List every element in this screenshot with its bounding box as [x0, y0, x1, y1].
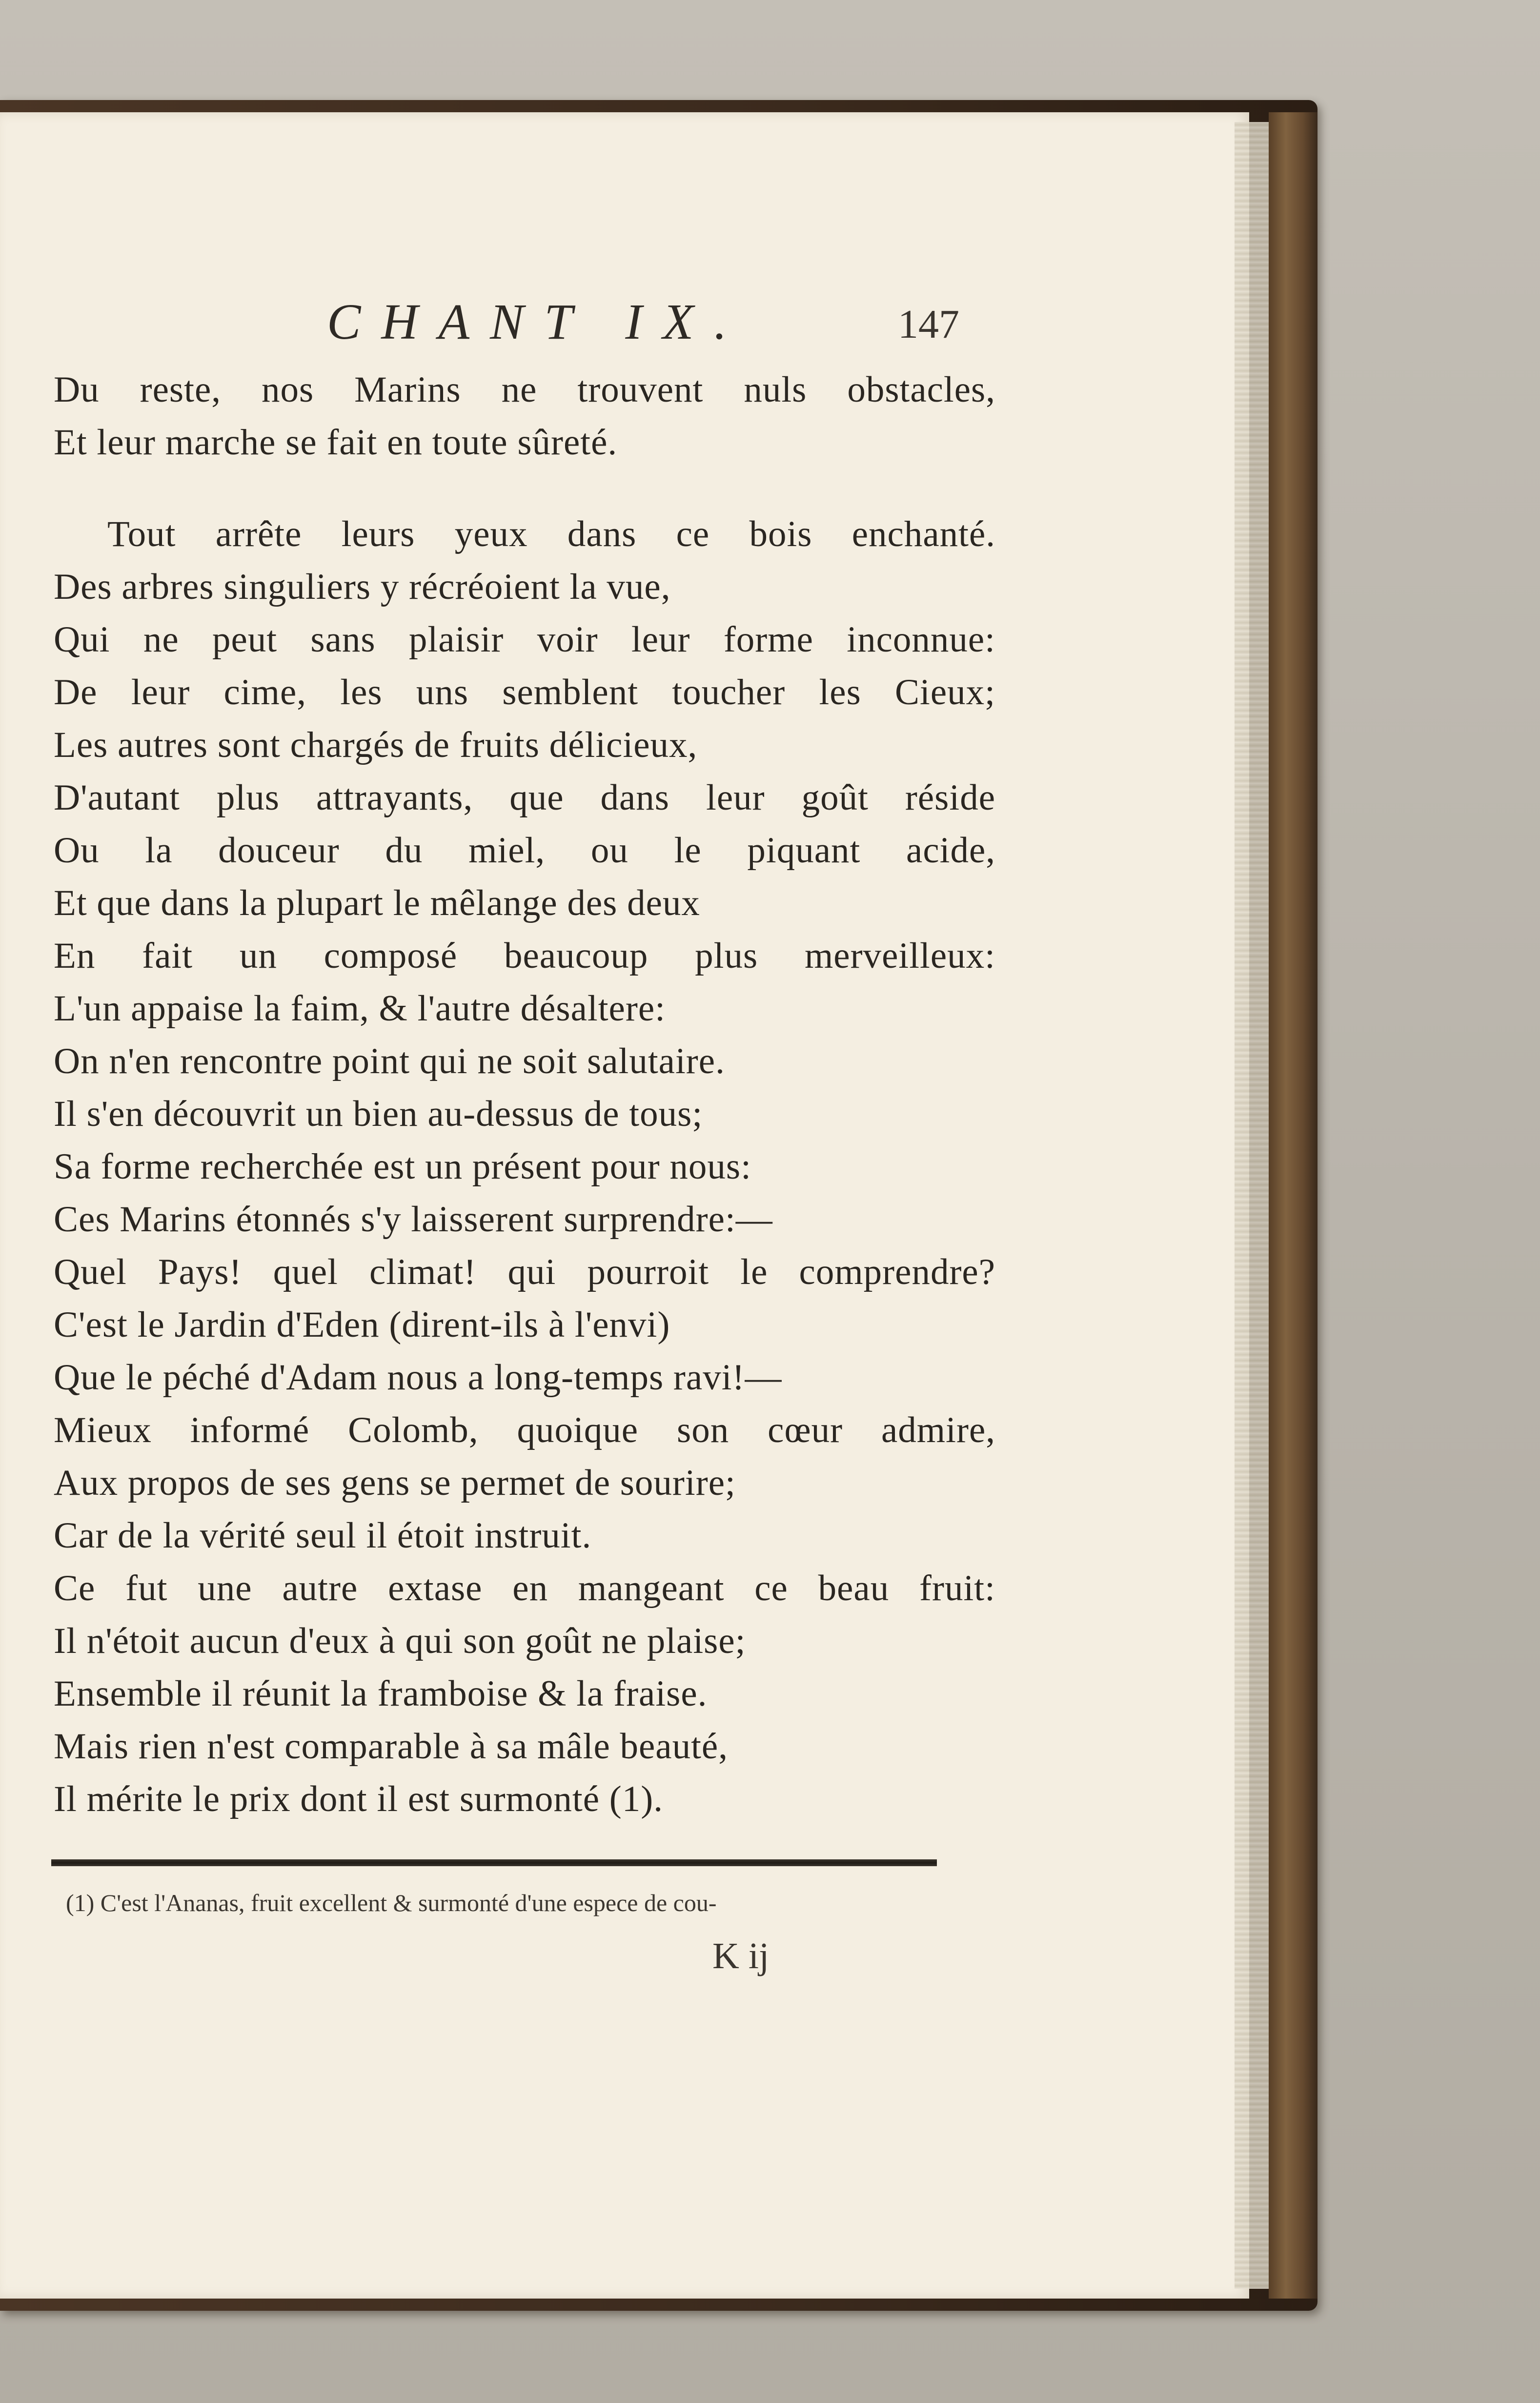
verse-line: Car de la vérité seul il étoit instruit. — [54, 1515, 592, 1556]
verse-line: Et que dans la plupart le mêlange des deux — [54, 883, 700, 923]
verse-line: En fait un composé beaucoup plus merveilleux: — [54, 936, 995, 976]
verse-line: Il s'en découvrit un bien au-dessus de tous; — [54, 1094, 703, 1134]
verse-line: Il mérite le prix dont il est surmonté (1). — [54, 1779, 663, 1819]
verse-line: Du reste, nos Marins ne trouvent nuls obstacles, — [54, 369, 995, 410]
verse-line: Aux propos de ses gens se permet de sourire; — [54, 1463, 736, 1503]
verse-line: Quel Pays! quel climat! qui pourroit le comprendre? — [54, 1252, 995, 1292]
book-spine-edge — [1269, 112, 1317, 2299]
page-edge — [1235, 122, 1269, 2289]
verse-line: On n'en rencontre point qui ne soit salutaire. — [54, 1041, 725, 1081]
verse-line: Qui ne peut sans plaisir voir leur forme inconnue: — [54, 619, 995, 660]
footnote-rule — [51, 1859, 937, 1866]
stanza-2 — [54, 508, 995, 1826]
running-head: CHANT IX. — [327, 294, 748, 350]
verse-line: Tout arrête leurs yeux dans ce bois enchanté. — [107, 514, 995, 554]
signature-mark: K ij — [712, 1935, 770, 1976]
verse-line: Et leur marche se fait en toute sûreté. — [54, 422, 618, 463]
verse-line: Ces Marins étonnés s'y laisserent surprendre:— — [54, 1199, 773, 1240]
verse-line: Des arbres singuliers y récréoient la vue, — [54, 567, 671, 607]
verse-line: Que le péché d'Adam nous a long-temps ravi!— — [54, 1357, 782, 1398]
verse-line: Mieux informé Colomb, quoique son cœur admire, — [54, 1410, 995, 1450]
verse-line: D'autant plus attrayants, que dans leur goût réside — [54, 777, 995, 818]
page-header — [0, 293, 1249, 356]
verse-line: Ou la douceur du miel, ou le piquant acide, — [54, 830, 995, 871]
poem-text — [54, 364, 995, 1826]
stanza-break — [54, 469, 995, 508]
page-number: 147 — [898, 302, 959, 347]
stanza-1 — [54, 364, 995, 469]
verse-line: Mais rien n'est comparable à sa mâle beauté, — [54, 1726, 728, 1767]
verse-line: C'est le Jardin d'Eden (dirent-ils à l'envi) — [54, 1304, 670, 1345]
verse-line: Ensemble il réunit la framboise & la fraise. — [54, 1673, 708, 1714]
verse-line: De leur cime, les uns semblent toucher les Cieux; — [54, 672, 995, 713]
verse-line: Sa forme recherchée est un présent pour nous: — [54, 1146, 751, 1187]
footnote: (1) C'est l'Ananas, fruit excellent & surmonté d'une espece de cou- — [66, 1889, 717, 1916]
verse-line: Il n'étoit aucun d'eux à qui son goût ne plaise; — [54, 1621, 746, 1661]
verse-line: Les autres sont chargés de fruits délicieux, — [54, 725, 698, 765]
verse-line: Ce fut une autre extase en mangeant ce beau fruit: — [54, 1568, 995, 1609]
verse-line: L'un appaise la faim, & l'autre désaltere: — [54, 988, 666, 1029]
